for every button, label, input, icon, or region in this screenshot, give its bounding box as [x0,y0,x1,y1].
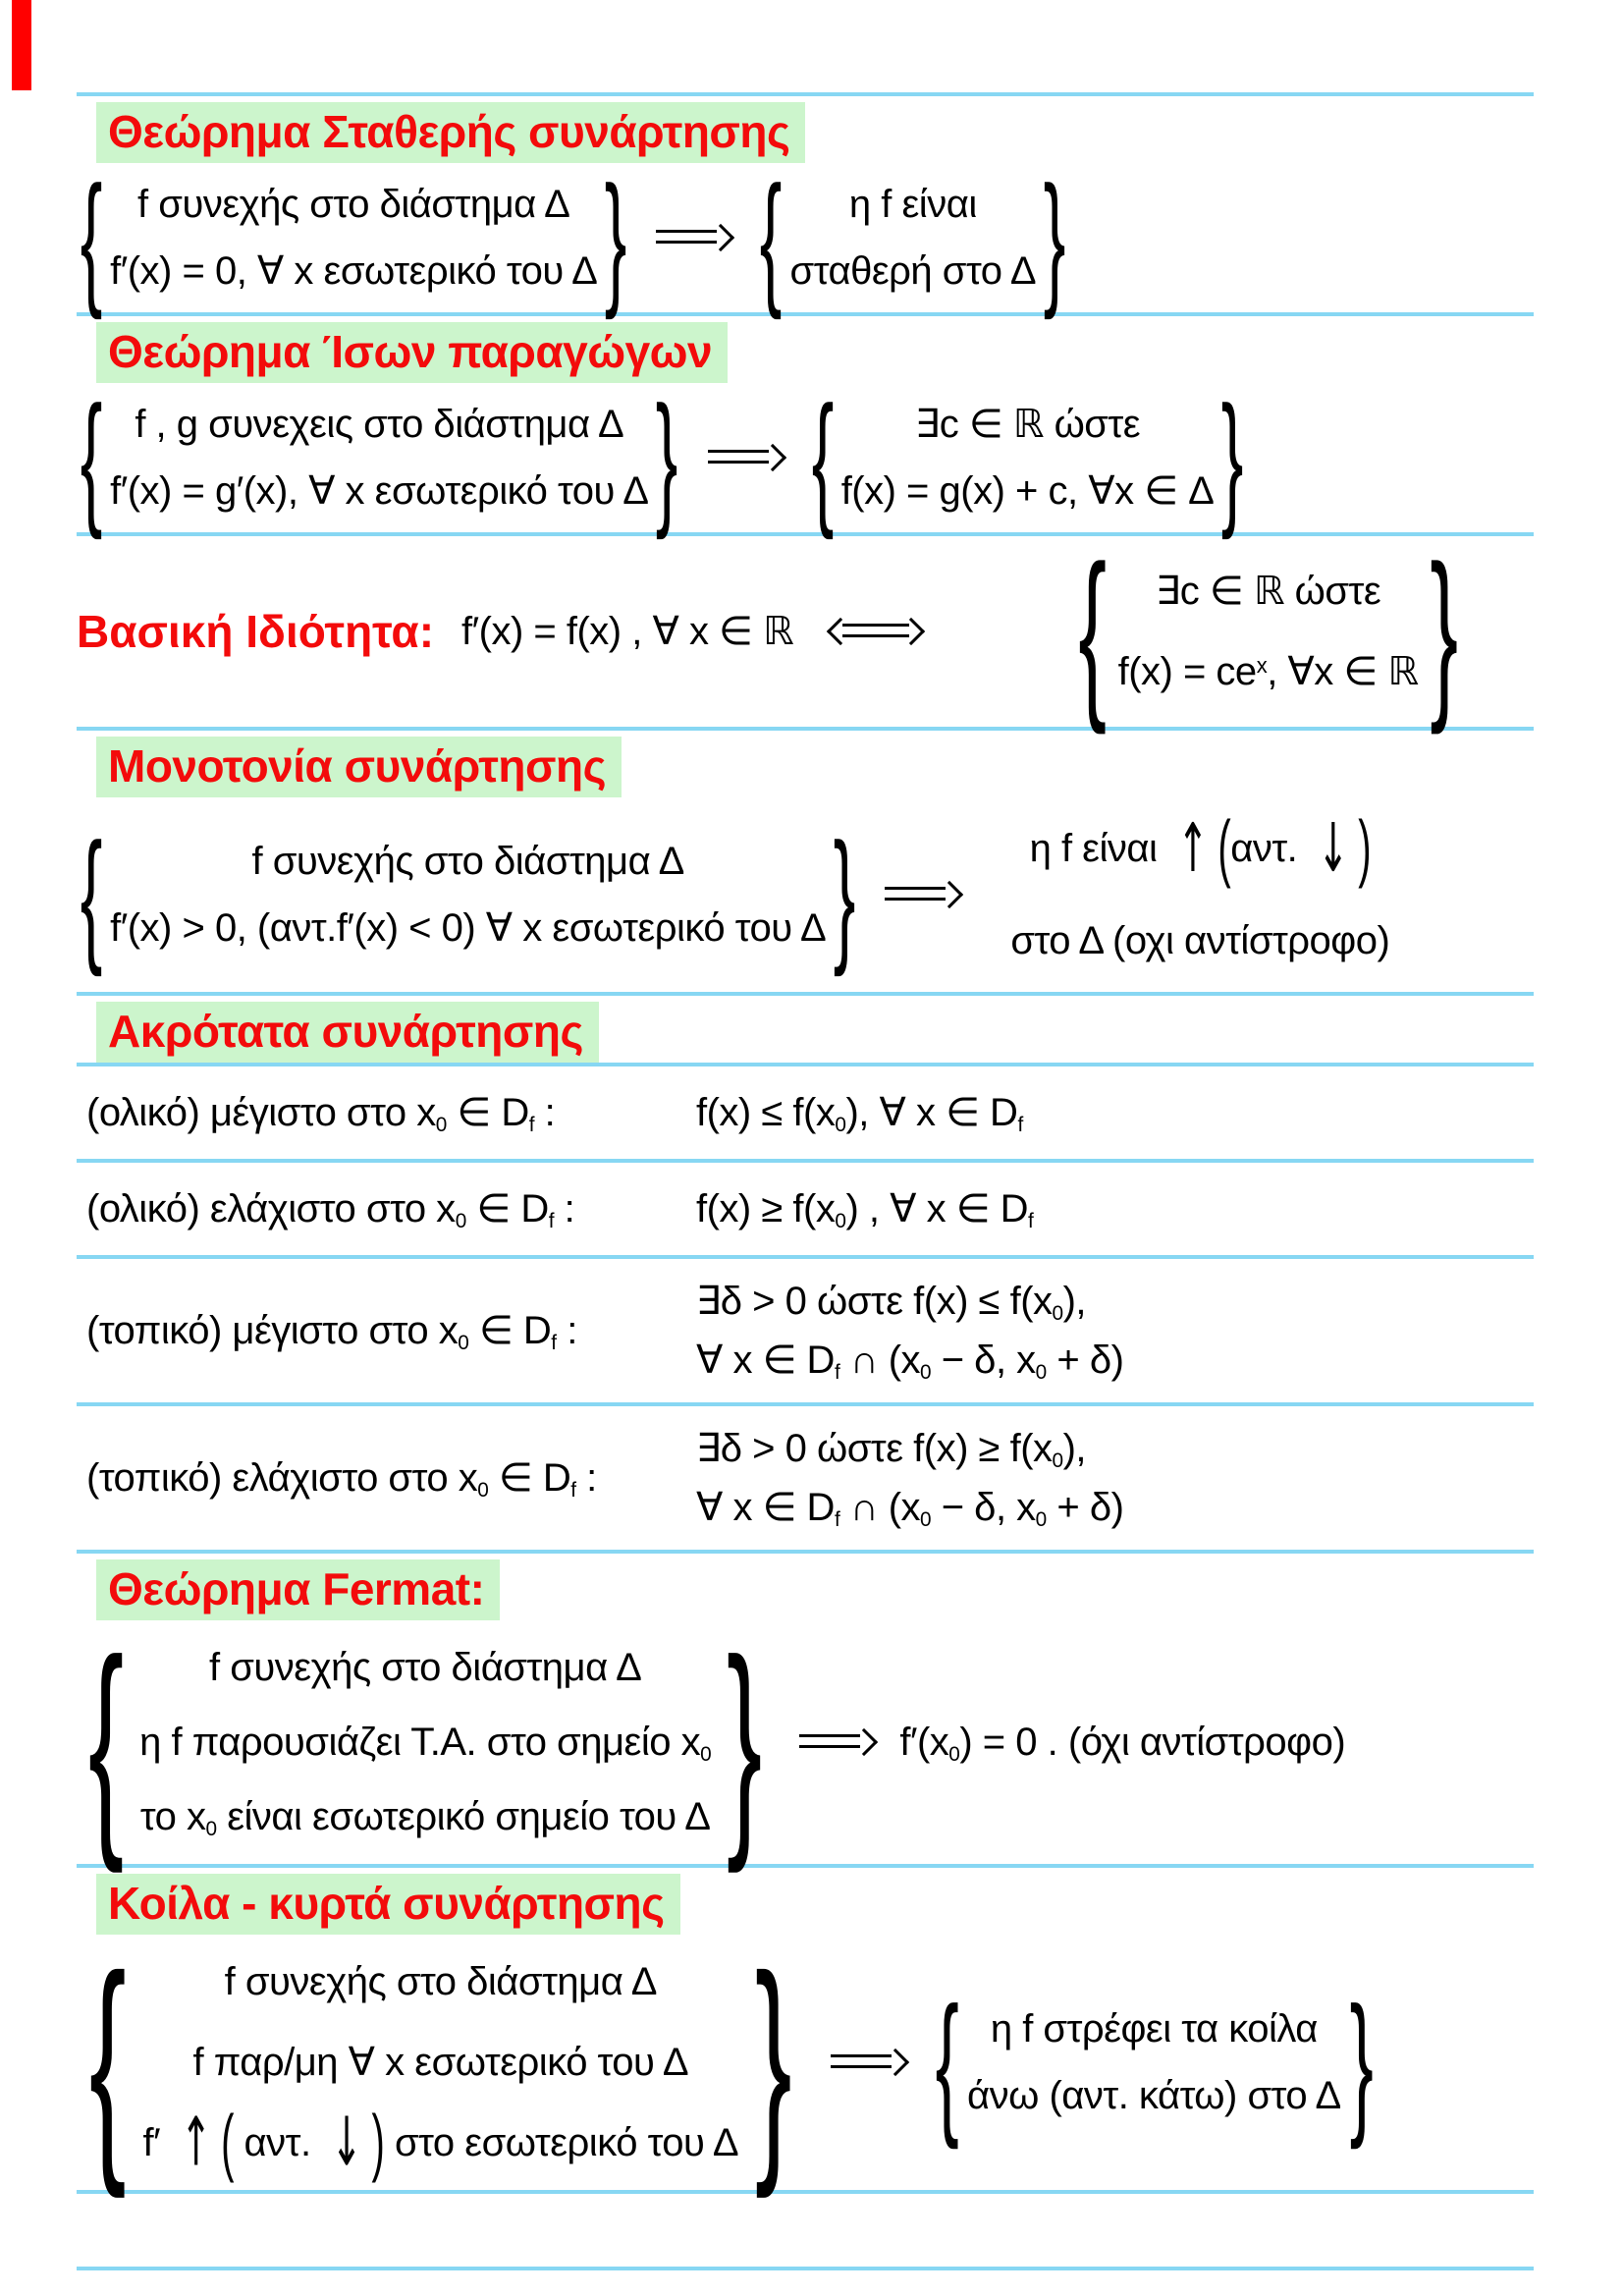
section-concavity-title [96,1874,1534,1935]
section-divider [77,312,1534,316]
hypothesis-group [77,821,859,968]
hypothesis-line: f′(x) = g′(x), ∀ x εσωτερικό του Δ [110,469,649,513]
right-brace-icon [755,1940,792,2185]
section-divider [77,992,1534,996]
section-constant-theorem-title [96,102,1534,163]
row-label: (τοπικό) ελάχιστο στο $x_0$ ∈ $D_f$ : [86,1456,597,1503]
conclusion-group [1071,538,1465,725]
conclusion-line: $f(x) = ce^x$, ∀x ∈ ℝ [1117,650,1419,693]
hypothesis-line: η f παρουσιάζει Τ.Α. στο σημείο $x_0$ [139,1721,712,1767]
row-formula [671,1419,1123,1537]
left-brace-icon [1079,538,1108,725]
right-brace-icon [1221,384,1244,531]
section-title-highlight: Ακρότατα συνάρτησης [96,1002,599,1063]
right-brace-icon [834,821,856,968]
row-formula [671,1272,1123,1390]
hypothesis-line: f , g συνεχεις στο διάστημα Δ [135,403,624,446]
monotonicity-statement [77,807,1534,974]
section-equal-derivatives-title [96,322,1534,383]
basic-property-formula: f′(x) = f(x) , ∀ x ∈ ℝ [461,610,794,653]
section-title-highlight: Θεώρημα Fermat: [96,1559,500,1620]
formula-line: ∀ x ∈ $D_f$ ∩ ($x_0 - \delta$, $x_0 + \delta$) [696,1339,1124,1385]
conclusion-line: η f είναι [848,183,977,226]
implies-arrow-icon [797,1729,876,1755]
section-title-highlight: Μονοτονία συνάρτησης [96,737,622,797]
row-formula: $f(x) \ge f(x_0)$ , ∀ x ∈ $D_f$ [696,1187,1034,1233]
section-title-highlight: Θεώρημα Σταθερής συνάρτησης [96,102,805,163]
left-brace-icon [81,821,103,968]
left-brace-icon [935,1984,958,2141]
hypothesis-line: f′(x) > 0, (αντ.f′(x) < 0) ∀ x εσωτερικό του Δ [110,906,827,950]
row-label: (τοπικό) μέγιστο στο $x_0$ ∈ $D_f$ : [86,1309,577,1355]
table-row-global-min [77,1163,1534,1255]
section-divider [77,1864,1534,1868]
left-brace-icon [811,384,834,531]
hypothesis-line: f παρ/μη ∀ x εσωτερικό του Δ [192,2041,689,2084]
conclusion-line: η f στρέφει τα κοίλα [990,2007,1318,2050]
formula-line: ∃δ > 0 ώστε $f(x) \ge f(x_0)$, [696,1427,1087,1473]
section-fermat-title [96,1559,1534,1620]
left-brace-icon [88,1624,124,1860]
fermat-statement [77,1624,1534,1860]
right-brace-icon [1430,538,1458,725]
conclusion-group [808,384,1248,531]
page-content [77,0,1534,2194]
hypothesis-group [77,164,630,311]
bottom-page-rule [77,2267,1534,2270]
row-label: (ολικό) ελάχιστο στο $x_0$ ∈ $D_f$ : [86,1187,575,1233]
implies-arrow-icon [883,882,961,907]
implies-arrow-icon [654,225,732,250]
hypothesis-line: f συνεχής στο διάστημα Δ [224,1960,657,2003]
hypothesis-group [77,1940,805,2185]
hypothesis-group [77,384,682,531]
section-monotonicity-title [96,737,1534,797]
section-extrema-title [96,1002,1534,1063]
section-divider [77,727,1534,731]
conclusion-line: η f είναι ↑ (αντ. ↓ ) [1029,807,1372,890]
row-formula: $f(x) \le f(x_0)$, ∀ x ∈ $D_f$ [696,1091,1023,1137]
section-divider [77,2190,1534,2194]
left-brace-icon [81,164,103,311]
red-margin-mark [12,0,31,90]
conclusion-group [756,164,1069,311]
conclusion-line: σταθερή στο Δ [789,249,1037,293]
row-label: (ολικό) μέγιστο στο $x_0$ ∈ $D_f$ : [86,1091,556,1137]
hypothesis-line: f συνεχής στο διάστημα Δ [209,1646,642,1689]
hypothesis-line: το $x_0$ είναι εσωτερικό σημείο του Δ [139,1795,711,1841]
right-brace-icon [605,164,627,311]
right-brace-icon [656,384,678,531]
right-brace-icon [1044,164,1066,311]
right-brace-icon [1349,1984,1373,2141]
conclusion-line: f(x) = g(x) + c, ∀x ∈ Δ [840,469,1215,513]
left-brace-icon [81,384,103,531]
conclusion-group [1010,807,1390,974]
basic-property-label: Βασική Ιδιότητα: [77,606,435,657]
section-divider [77,532,1534,536]
left-brace-icon [760,164,783,311]
conclusion-line: $f'(x_0) = 0$ . (όχι αντίστροφο) [899,1721,1346,1767]
hypothesis-line: f′(x) = 0, ∀ x εσωτερικό του Δ [110,249,598,293]
table-row-local-max [77,1259,1534,1402]
section-divider [77,92,1534,96]
iff-arrow-icon [829,619,923,644]
hypothesis-line: f συνεχής στο διάστημα Δ [137,183,570,226]
table-row-global-max [77,1066,1534,1159]
conclusion-line: στο Δ (οχι αντίστροφο) [1010,919,1390,962]
conclusion-line: ∃c ∈ ℝ ώστε [1155,570,1381,613]
hypothesis-line: f συνεχής στο διάστημα Δ [251,840,684,883]
concavity-statement [77,1940,1534,2185]
section-title-highlight: Θεώρημα Ίσων παραγώγων [96,322,728,383]
formula-line: ∃δ > 0 ώστε $f(x) \le f(x_0)$, [696,1280,1087,1326]
equal-derivatives-statement [77,384,1534,531]
section-title-highlight: Κοίλα - κυρτά συνάρτησης [96,1874,680,1935]
formula-line: ∀ x ∈ $D_f$ ∩ ($x_0 - \delta$, $x_0 + \delta$) [696,1486,1124,1532]
implies-arrow-icon [829,2050,907,2075]
right-brace-icon [727,1624,762,1860]
table-row-local-min [77,1406,1534,1550]
hypothesis-group [77,1624,774,1860]
constant-theorem-statement [77,164,1534,311]
conclusion-line: ∃c ∈ ℝ ώστε [914,403,1141,446]
conclusion-line: άνω (αντ. κάτω) στο Δ [966,2074,1341,2117]
implies-arrow-icon [706,445,784,470]
conclusion-group [931,1984,1379,2141]
basic-property-statement [77,538,1534,725]
section-divider [77,1550,1534,1554]
hypothesis-line: f′ ↑ ( αντ. ↓ ) στο εσωτερικό του Δ [142,2102,739,2184]
left-brace-icon [89,1940,127,2185]
